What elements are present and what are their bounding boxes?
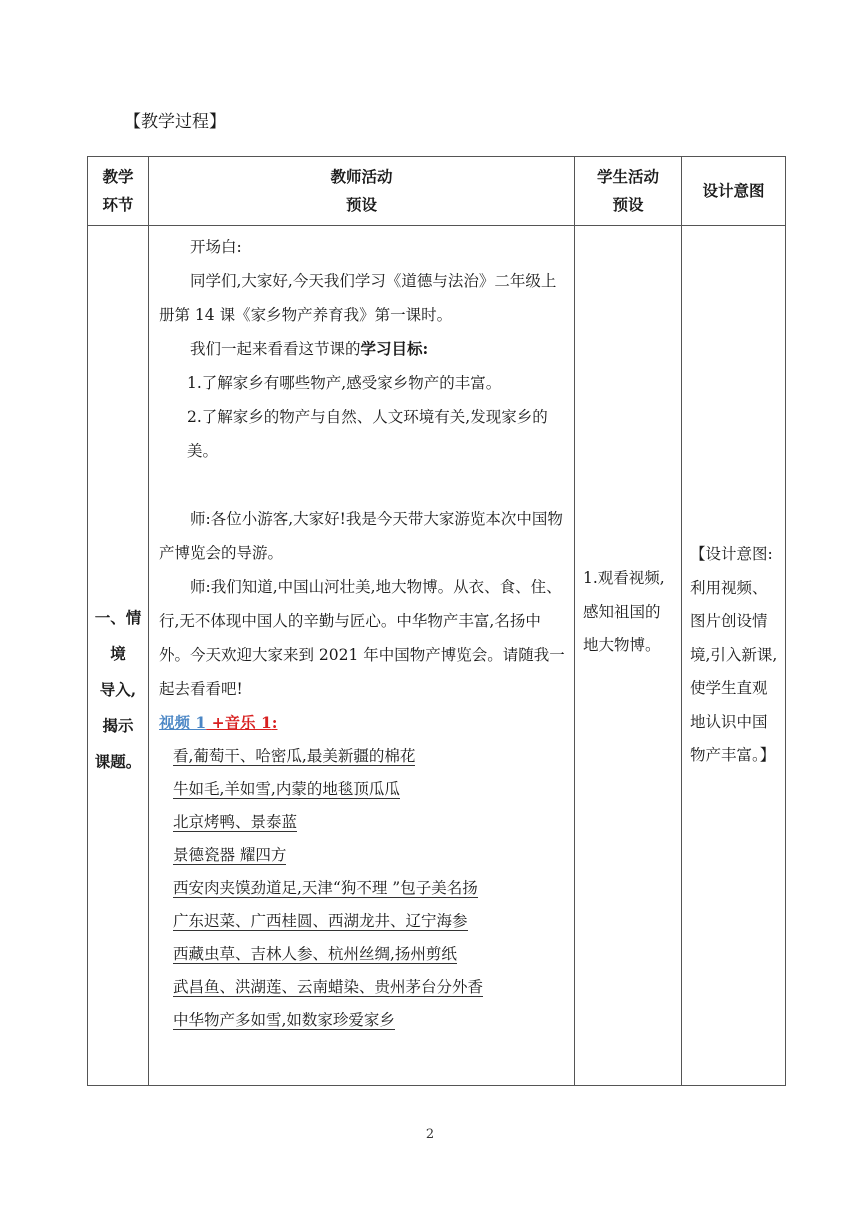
header-teacher: [149, 157, 575, 226]
lyric-line: [159, 938, 566, 971]
lyric-text: 广东迟菜、广西桂圆、西湖龙井、辽宁海参: [173, 912, 468, 930]
guide-intro: 师:我们知道,中国山河壮美,地大物博。从衣、食、住、行,无不体现中国人的辛勤与匠心。中华物产丰富,名扬中外。今天欢迎大家来到 2021 年中国物产博览会。请随我一起去看看吧!: [159, 578, 565, 698]
lyric-line: [159, 971, 566, 1004]
lyric-text: 西藏虫草、吉林人参、杭州丝绸,扬州剪纸: [173, 945, 457, 963]
header-student: [575, 157, 682, 226]
lyric-line: [159, 905, 566, 938]
header-stage-line1: 教学: [102, 167, 134, 186]
page-number: 2: [425, 1127, 435, 1142]
objective-1: 1.了解家乡有哪些物产,感受家乡物产的丰富。: [187, 374, 502, 392]
table-row: [88, 226, 786, 1086]
objectives-keyword: 学习目标: [360, 339, 423, 358]
header-student-line2: 预设: [612, 195, 644, 214]
header-stage-line2: 环节: [102, 195, 134, 214]
objectives-prefix: 我们一起来看看这节课的: [190, 340, 361, 358]
lyric-text: 武昌鱼、洪湖莲、云南蜡染、贵州茅台分外香: [173, 978, 484, 996]
header-teacher-line2: 预设: [345, 195, 377, 214]
lyric-text: 景德瓷器 耀四方: [173, 846, 287, 864]
lyric-line: [159, 740, 566, 773]
header-teacher-line1: 教师活动: [330, 167, 393, 186]
design-intent-cell: 【设计意图:利用视频、图片创设情境,引入新课,使学生直观地认识中国物产丰富。】: [682, 226, 786, 1086]
music-1-link[interactable]: +音乐 1: [206, 713, 272, 732]
media-colon: :: [271, 713, 278, 732]
objective-2: 2.了解家乡的物产与自然、人文环境有关,发现家乡的美。: [187, 408, 548, 460]
lyric-text: 西安肉夹馍劲道足,天津“狗不理 ”包子美名扬: [173, 879, 478, 897]
intro-paragraph: 同学们,大家好,今天我们学习《道德与法治》二年级上册第 14 课《家乡物产养育我》第一课时。: [159, 272, 557, 324]
guide-greeting: 师:各位小游客,大家好!我是今天带大家游览本次中国物产博览会的导游。: [159, 510, 563, 562]
table-header-row: [88, 157, 786, 226]
blank-line: [159, 468, 566, 502]
lyric-text: 中华物产多如雪,如数家珍爱家乡: [173, 1011, 395, 1029]
lyric-text: 牛如毛,羊如雪,内蒙的地毯顶瓜瓜: [173, 780, 400, 798]
header-design: 设计意图: [682, 157, 786, 226]
section-title: 【教学过程】: [124, 112, 226, 132]
teacher-activity-cell: [149, 226, 575, 1086]
stage-line: 课题。: [94, 751, 142, 771]
lyric-line: [159, 773, 566, 806]
stage-line: 揭示: [102, 715, 134, 735]
header-stage: [88, 157, 149, 226]
lyric-text: 看,葡萄干、哈密瓜,最美新疆的棉花: [173, 747, 416, 765]
lyric-line: [159, 1004, 566, 1037]
stage-cell: [88, 226, 149, 1086]
objectives-intro: [159, 332, 566, 366]
opening-remark: 开场白:: [190, 238, 242, 256]
lyric-line: [159, 806, 566, 839]
lyric-text: 北京烤鸭、景泰蓝: [173, 813, 298, 831]
objectives-suffix: :: [422, 339, 429, 358]
stage-line: 导入,: [99, 679, 137, 699]
header-student-line1: 学生活动: [596, 167, 659, 186]
stage-line: 境: [110, 643, 126, 663]
lyric-line: [159, 872, 566, 905]
lyric-line: [159, 839, 566, 872]
video-1-link[interactable]: 视频 1: [159, 713, 207, 732]
student-activity-cell: 1.观看视频,感知祖国的地大物博。: [575, 226, 682, 1086]
lesson-table: [87, 156, 786, 1086]
media-line: [159, 706, 566, 740]
stage-line: 一、情: [94, 607, 142, 627]
